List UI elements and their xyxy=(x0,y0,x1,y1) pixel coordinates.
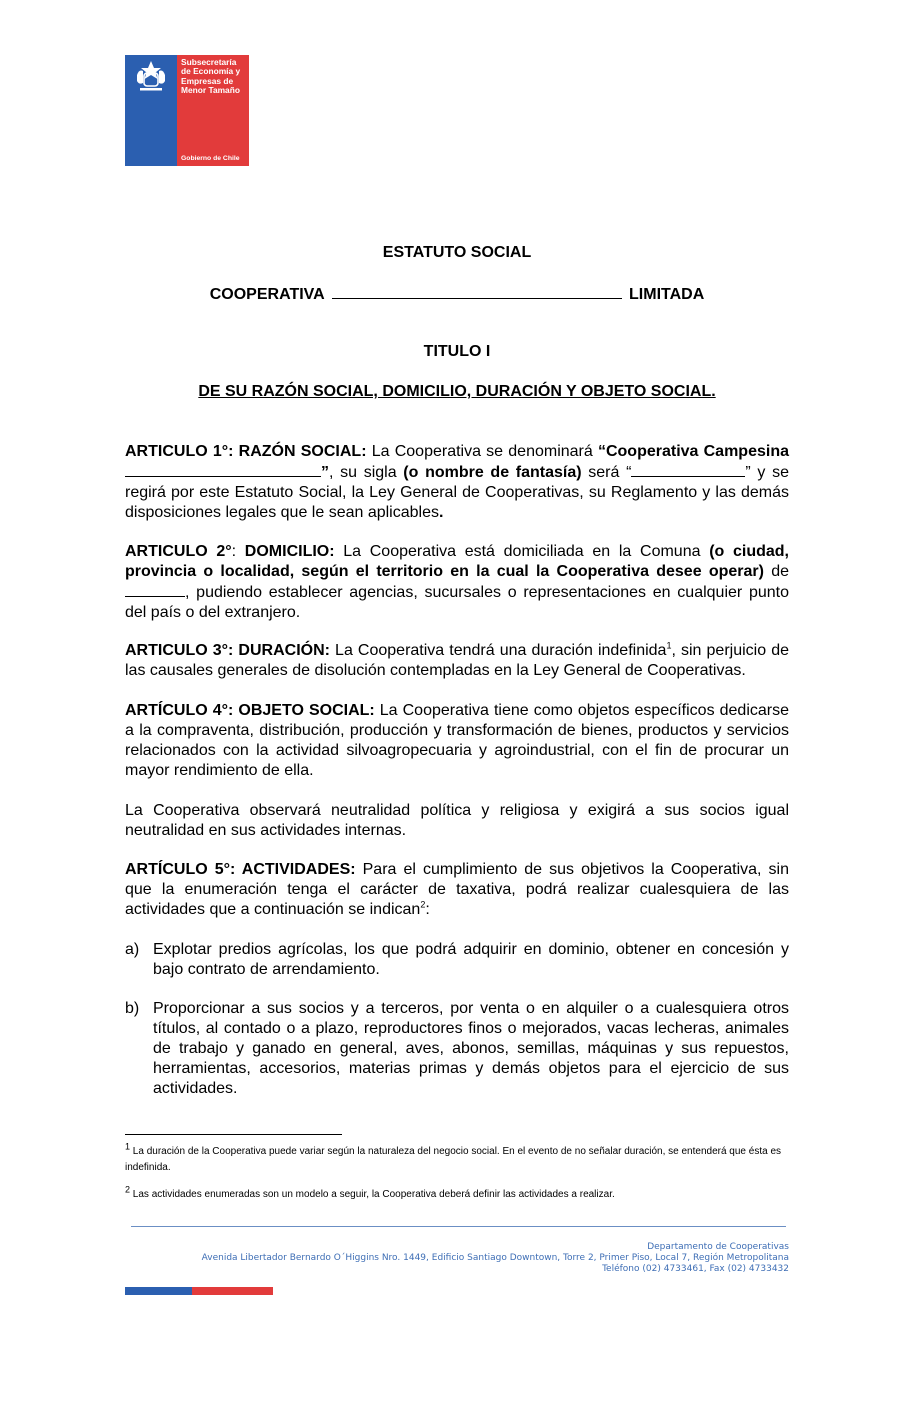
footer-bar-blue xyxy=(125,1287,192,1295)
list-item-text: Proporcionar a sus socios y a terceros, por venta o en alquiler o a cualesquiera otros títulos, al contado o a plazo, reproductores finos o mejorados, vacas lecheras, animales de trabajo y ganado en general, aves, abonos, semillas, máquinas y sus repuestos, herramientas, accesorios, materias primas y demás objetos para el ejercicio de sus actividades. xyxy=(153,1000,789,1097)
footer-bar-red xyxy=(192,1287,273,1295)
logo-org-line: Empresas de xyxy=(181,75,234,86)
list-item-text: Explotar predios agrícolas, los que podrá adquirir en dominio, obtener en concesión y bajo contrato de arrendamiento. xyxy=(153,941,789,978)
logo-org-line: de Economía y xyxy=(181,66,241,77)
subtitle-prefix: COOPERATIVA xyxy=(209,286,325,303)
footnote-number: 2 xyxy=(125,1184,131,1195)
article-heading: ARTICULO 2° xyxy=(125,543,232,560)
article-text: : xyxy=(231,543,245,560)
coat-of-arms-icon xyxy=(133,59,169,93)
footnote xyxy=(125,1141,789,1176)
article-text: de xyxy=(763,563,789,580)
logo-org-line: Menor Tamaño xyxy=(181,85,240,96)
article-text: La Cooperativa está domiciliada en la Comuna xyxy=(334,543,710,560)
article-4 xyxy=(125,701,789,781)
footer-phone: Teléfono (02) 4733461, Fax (02) 4733432 xyxy=(602,1264,789,1274)
article-3 xyxy=(125,641,789,681)
commune-blank xyxy=(125,582,185,597)
article-2 xyxy=(125,542,789,623)
footnote xyxy=(125,1184,789,1203)
article-text: será “ xyxy=(581,464,632,481)
document-title: ESTATUTO SOCIAL xyxy=(382,244,532,261)
titulo-heading: TITULO I xyxy=(423,343,491,360)
acronym-blank xyxy=(631,462,745,477)
footnote-ref: 2 xyxy=(420,899,426,910)
logo-red-panel xyxy=(177,55,249,166)
name-blank xyxy=(332,284,622,299)
section-heading: DE SU RAZÓN SOCIAL, DOMICILIO, DURACIÓN Y OBJETO SOCIAL. xyxy=(198,383,716,400)
article-text: . xyxy=(438,504,444,521)
cooperative-name-line xyxy=(0,284,914,304)
article-heading: ARTICULO 3°: DURACIÓN: xyxy=(125,642,330,659)
footnote-number: 1 xyxy=(125,1141,131,1152)
footer-department: Departamento de Cooperativas xyxy=(647,1242,789,1252)
article-text: , sin perjuicio de las causales generales de disolución contempladas en la Ley General de Cooperativas. xyxy=(125,642,789,679)
footer-address: Avenida Libertador Bernardo O´Higgins Nro. 1449, Edificio Santiago Downtown, Torre 2, Primer Piso, Local 7, Región Metropolitana xyxy=(201,1253,789,1263)
list-item-label: b) xyxy=(125,1000,140,1017)
article-text: La Cooperativa tiene como objetos específicos dedicarse a la compraventa, distribución, producción y transformación de bienes, productos y servicios relacionados con la actividad silvoagropecuaria y agroindustrial, con el fin de procurar un mayor rendimiento de ella. xyxy=(125,702,789,779)
article-heading: ARTÍCULO 5°: ACTIVIDADES: xyxy=(125,861,356,878)
article-text: , pudiendo establecer agencias, sucursales o representaciones en cualquier punto del país o del extranjero. xyxy=(125,584,789,621)
article-heading: ARTICULO 1°: RAZÓN SOCIAL: xyxy=(125,443,367,460)
article-bold-text: ” xyxy=(321,464,329,481)
footnote-text: La duración de la Cooperativa puede variar según la naturaleza del negocio social. En el evento de no señalar duración, se entenderá que ésta es indefinida. xyxy=(125,1146,782,1173)
article-text: , su sigla xyxy=(329,464,404,481)
article-1 xyxy=(125,442,789,523)
article-text: La Cooperativa se denominará xyxy=(366,443,598,460)
logo-government: Gobierno de Chile xyxy=(181,155,240,162)
article-text: : xyxy=(425,901,430,918)
list-item-label: a) xyxy=(125,941,140,958)
logo-org-line: Subsecretaría xyxy=(181,57,237,67)
logo-organization xyxy=(181,58,249,96)
footnote-text: Las actividades enumeradas son un modelo a seguir, la Cooperativa deberá definir las actividades a realizar. xyxy=(130,1189,615,1200)
government-logo xyxy=(125,55,249,166)
article-heading: ARTÍCULO 4°: OBJETO SOCIAL: xyxy=(125,702,375,719)
logo-blue-panel xyxy=(125,55,177,166)
footer-divider xyxy=(131,1226,786,1227)
article-text: ” y se regirá por este Estatuto Social, la Ley General de Cooperativas, su Reglamento y las demás disposiciones legales que le sean aplicables xyxy=(125,464,790,521)
article-heading: DOMICILIO: xyxy=(244,543,335,560)
list-item xyxy=(125,940,789,980)
article-5 xyxy=(125,860,789,920)
article-text: La Cooperativa tendrá una duración indefinida xyxy=(329,642,667,659)
name-blank xyxy=(125,462,321,477)
article-bold-text: (o ciudad, provincia o localidad, según el territorio en la cual la Cooperativa desee operar) xyxy=(125,543,790,580)
article-bold-text: “Cooperativa Campesina xyxy=(597,443,789,460)
neutrality-paragraph: La Cooperativa observará neutralidad política y religiosa y exigirá a sus socios igual neutralidad en sus actividades internas. xyxy=(125,802,789,839)
footnote-ref: 1 xyxy=(666,640,672,651)
list-item xyxy=(125,999,789,1099)
article-text: Para el cumplimiento de sus objetivos la Cooperativa, sin que la enumeración tenga el carácter de taxativa, podrá realizar cualesquiera de las actividades que a continuación se indican xyxy=(125,861,790,918)
article-bold-text: (o nombre de fantasía) xyxy=(403,464,582,481)
footnote-separator xyxy=(125,1134,342,1135)
subtitle-suffix: LIMITADA xyxy=(629,286,705,303)
